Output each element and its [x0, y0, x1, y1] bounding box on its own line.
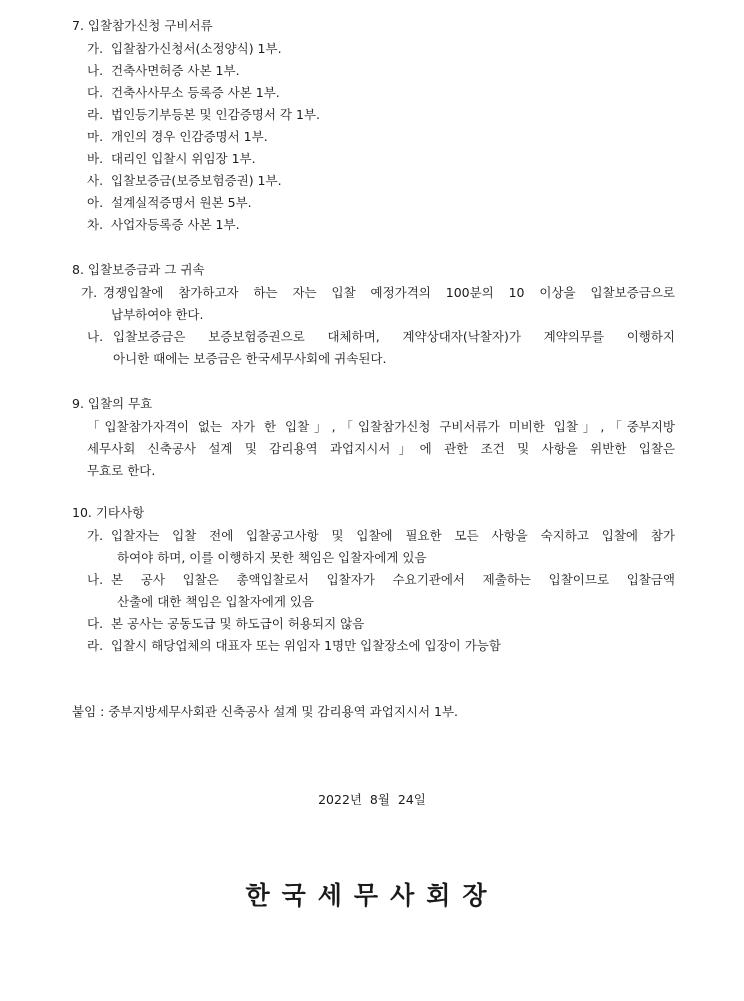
item-text: 사업자등록증 사본 1부. — [111, 217, 240, 232]
section-7-heading: 7. 입찰참가신청 구비서류 — [72, 18, 213, 33]
section-10-item — [87, 613, 675, 635]
item-marker: 다. — [87, 85, 104, 100]
item-text: 입찰참가신청서(소정양식) 1부. — [111, 41, 282, 56]
item-text-line: 본 공사 입찰은 총액입찰로서 입찰자가 수요기관에서 제출하는 입찰이므로 입찰금액 — [111, 572, 675, 587]
item-text: 개인의 경우 인감증명서 1부. — [111, 129, 268, 144]
item-text-line: 산출에 대한 책임은 입찰자에게 있음 — [117, 594, 315, 609]
item-text-line: 입찰보증금은 보증보험증권으로 대체하며, 계약상대자(낙찰자)가 계약의무를 이행하지 — [113, 329, 675, 344]
issuer-name: 한국세무사회장 — [245, 881, 499, 910]
section-7-item — [87, 170, 675, 192]
section-10-item — [87, 525, 675, 569]
section-10-heading: 10. 기타사항 — [72, 505, 145, 520]
section-7-item — [87, 126, 675, 148]
attachment-note: 붙임 : 중부지방세무사회관 신축공사 설계 및 감리용역 과업지시서 1부. — [72, 704, 459, 719]
item-text-line: 아니한 때에는 보증금은 한국세무사회에 귀속된다. — [113, 351, 387, 366]
section-9-body — [87, 416, 675, 482]
item-marker: 아. — [87, 195, 104, 210]
item-text-line: 입찰자는 입찰 전에 입찰공고사항 및 입찰에 필요한 모든 사항을 숙지하고 입찰에 참가 — [111, 528, 675, 543]
item-marker: 라. — [87, 107, 104, 122]
item-text: 입찰시 해당업체의 대표자 또는 위임자 1명만 입찰장소에 입장이 가능함 — [111, 638, 501, 653]
section-8-item — [87, 326, 675, 370]
item-marker: 가. — [81, 285, 98, 300]
item-marker: 마. — [87, 129, 104, 144]
item-text: 법인등기부등본 및 인감증명서 각 1부. — [111, 107, 320, 122]
item-text-line: 경쟁입찰에 참가하고자 하는 자는 입찰 예정가격의 100분의 10 이상을 입찰보증금으로 — [103, 285, 675, 300]
item-text: 본 공사는 공동도급 및 하도급이 허용되지 않음 — [111, 616, 365, 631]
item-marker: 나. — [87, 329, 104, 344]
item-text: 대리인 입찰시 위임장 1부. — [111, 151, 256, 166]
section-7-item — [87, 214, 675, 236]
item-marker: 가. — [87, 41, 104, 56]
item-text-line: 하여야 하며, 이를 이행하지 못한 책임은 입찰자에게 있음 — [117, 550, 427, 565]
item-marker: 나. — [87, 63, 104, 78]
section-7-item — [87, 82, 675, 104]
item-text-line: 납부하여야 한다. — [111, 307, 204, 322]
section-7-item — [87, 148, 675, 170]
body-text-line: 무효로 한다. — [87, 463, 156, 478]
section-7-item — [87, 192, 675, 214]
item-marker: 차. — [87, 217, 104, 232]
item-text: 입찰보증금(보증보험증권) 1부. — [111, 173, 282, 188]
item-marker: 나. — [87, 572, 104, 587]
item-text: 설계실적증명서 원본 5부. — [111, 195, 252, 210]
section-10-item — [87, 569, 675, 613]
item-marker: 사. — [87, 173, 104, 188]
item-marker: 바. — [87, 151, 104, 166]
item-text: 건축사사무소 등록증 사본 1부. — [111, 85, 280, 100]
section-7-item — [87, 104, 675, 126]
item-marker: 다. — [87, 616, 104, 631]
issue-date: 2022년 8월 24일 — [318, 792, 426, 807]
body-text-line: 세무사회 신축공사 설계 및 감리용역 과업지시서」에 관한 조건 및 사항을 위반한 입찰은 — [87, 441, 675, 456]
body-text-line: 「입찰참가자격이 없는 자가 한 입찰」,「입찰참가신청 구비서류가 미비한 입찰」,「중부지방 — [87, 419, 675, 434]
item-marker: 라. — [87, 638, 104, 653]
section-7-item — [87, 60, 675, 82]
section-7-item — [87, 38, 675, 60]
section-8-heading: 8. 입찰보증금과 그 귀속 — [72, 262, 205, 277]
section-10-item — [87, 635, 675, 657]
section-9-heading: 9. 입찰의 무효 — [72, 396, 153, 411]
item-text: 건축사면허증 사본 1부. — [111, 63, 240, 78]
section-8-item — [81, 282, 675, 326]
item-marker: 가. — [87, 528, 104, 543]
